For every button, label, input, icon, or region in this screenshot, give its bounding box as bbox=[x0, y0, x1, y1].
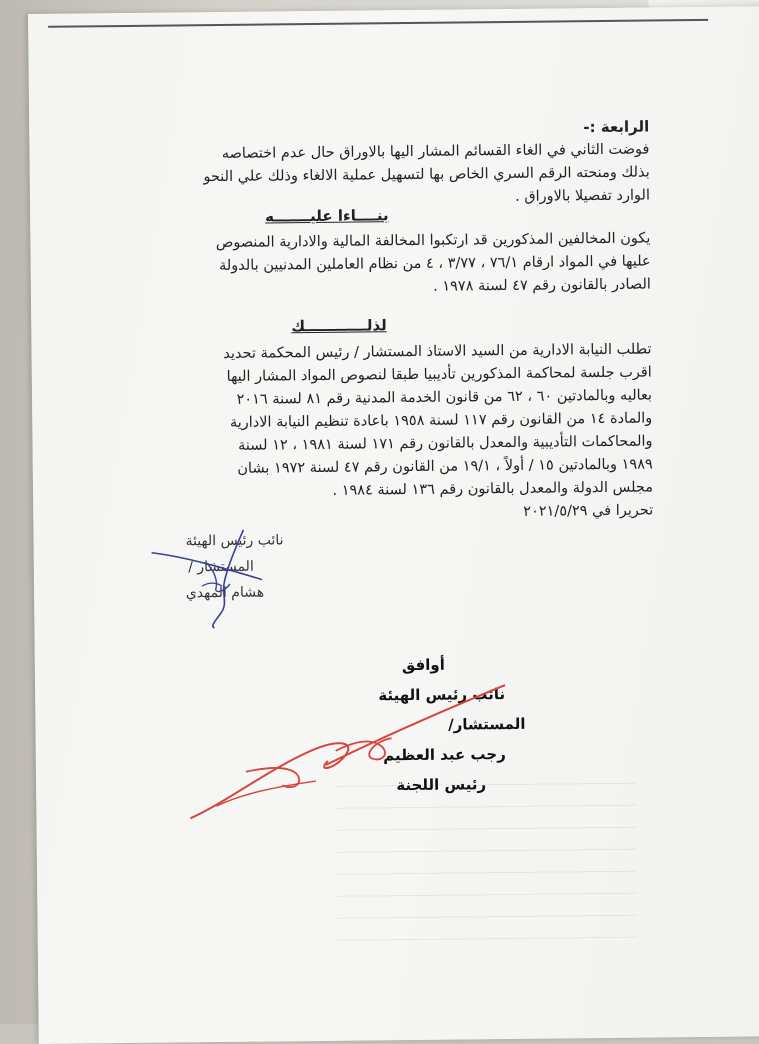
signatory-title: نائب رئيس الهيئة bbox=[185, 532, 284, 550]
section-fourth-line: فوضت الثاني في الغاء القسائم المشار اليها بالاوراق حال عدم اختصاصه bbox=[221, 141, 650, 162]
section-therefore-line: مجلس الدولة والمعدل بالقانون رقم ١٣٦ لسنة ١٩٨٤ . bbox=[332, 479, 654, 499]
section-therefore bbox=[223, 338, 653, 526]
section-based bbox=[216, 227, 651, 301]
section-therefore-line: بعاليه وبالمادتين ٦٠ ، ٦٢ من قانون الخدمة المدنية رقم ٨١ لسنة ٢٠١٦ bbox=[236, 387, 653, 408]
section-therefore-line: تطلب النيابة الادارية من السيد الاستاذ المستشار / رئيس المحكمة تحديد bbox=[223, 341, 652, 362]
section-fourth-line: الوارد تفصيلا بالاوراق . bbox=[515, 187, 651, 205]
section-based-line: الصادر بالقانون رقم ٤٧ لسنة ١٩٧٨ . bbox=[432, 276, 651, 295]
section-fourth-heading: الرابعة :- bbox=[583, 117, 650, 137]
section-therefore-line: اقرب جلسة لمحاكمة المذكورين تأديبيا طبقا لنصوص المواد المشار اليها bbox=[226, 364, 652, 385]
section-fourth bbox=[203, 116, 650, 213]
based-heading: بنــــاءا عليـــــــه bbox=[265, 206, 389, 226]
document-page bbox=[28, 6, 759, 1044]
approval-name: رجب عبد العظيم bbox=[383, 745, 506, 765]
bleed-through-text bbox=[336, 778, 638, 941]
signatory-name: هشام المهدي bbox=[185, 584, 265, 602]
section-fourth-line: بذلك ومنحته الرقم السري الخاص بها لتسهيل عملية الالغاء وذلك علي النحو bbox=[203, 164, 650, 186]
blue-signature-icon bbox=[143, 521, 274, 632]
approval-role: المستشار/ bbox=[448, 714, 526, 734]
section-therefore-line: والمادة ١٤ من القانون رقم ١١٧ لسنة ١٩٥٨ باعادة تنظيم النيابة الادارية bbox=[229, 410, 653, 431]
therefore-heading: لذلــــــــــــك bbox=[291, 316, 387, 336]
section-therefore-line: والمحاكمات التأديبية والمعدل بالقانون رقم ١٧١ لسنة ١٩٨١ ، ١٢ لسنة bbox=[237, 433, 653, 454]
section-based-line: يكون المخالفين المذكورين قد ارتكبوا المخالفة المالية والادارية المنصوص bbox=[215, 230, 651, 252]
approval-title: نائب رئيس الهيئة bbox=[378, 685, 506, 705]
section-therefore-line: ١٩٨٩ وبالمادتين ١٥ / أولاً ، ١٩/١ من القانون رقم ٤٧ لسنة ١٩٧٢ بشان bbox=[237, 456, 653, 477]
date-line: تحريرا في ٢٠٢١/٥/٢٩ bbox=[523, 502, 654, 520]
signatory-role: المستشار / bbox=[188, 558, 254, 576]
approval-position: رئيس اللجنة bbox=[396, 775, 487, 795]
section-based-line: عليها في المواد ارقام ٧٦/١ ، ٣/٧٧ ، ٤ من نظام العاملين المدنيين بالدولة bbox=[218, 253, 651, 275]
approval-approve: أوافق bbox=[401, 655, 445, 675]
